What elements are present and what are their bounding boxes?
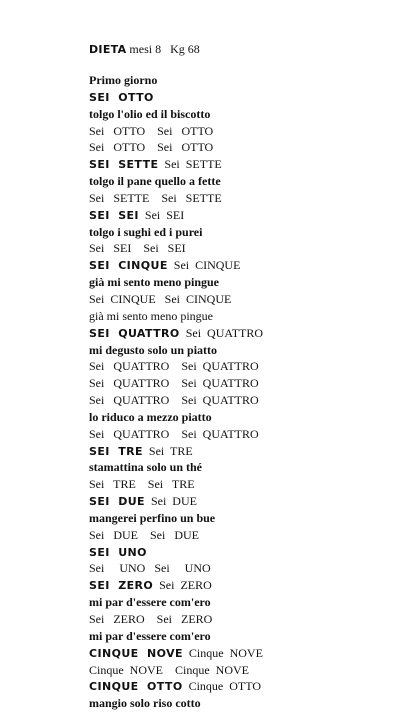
lyric-line [89,443,389,460]
lyric-line [89,72,389,89]
lyric-line [89,695,389,712]
line-verse: tolgo il pane quello a fette [89,174,221,189]
line-echo: Cinque NOVE [188,645,263,660]
line-verse: mi par d'essere com'ero [89,595,211,610]
line-refrain: già mi sento meno pingue [89,308,213,323]
line-verse: tolgo l'olio ed il biscotto [89,106,211,121]
lyric-line [89,89,389,106]
lyric-line [89,190,389,207]
page-header [89,42,200,57]
lyric-line [89,392,389,409]
line-refrain: Sei SEI Sei SEI [89,241,186,256]
lyric-line [89,139,389,156]
line-refrain: Sei QUATTRO Sei QUATTRO [89,426,259,441]
line-heading: CINQUE NOVE [89,646,183,660]
line-echo: Sei SEI [144,207,185,222]
line-refrain: Sei TRE Sei TRE [89,477,195,492]
lyric-line [89,409,389,426]
lyric-line [89,291,389,308]
lyric-line [89,207,389,224]
line-heading: SEI TRE [89,444,143,458]
lyric-line [89,123,389,140]
line-heading: SEI QUATTRO [89,326,180,340]
lyric-line [89,510,389,527]
line-refrain: Sei ZERO Sei ZERO [89,612,213,626]
line-heading: SEI SETTE [89,158,159,172]
lyric-line [89,240,389,257]
line-echo: Cinque OTTO [188,679,262,694]
line-heading: SEI SEI [89,208,139,222]
lyric-line [89,257,389,274]
line-verse: mangerei perfino un bue [89,510,216,525]
line-refrain: Cinque NOVE Cinque NOVE [89,662,249,677]
lyric-line [89,577,389,594]
line-verse: mi par d'essere com'ero [89,628,211,643]
header-title: DIETA [89,43,127,56]
lyric-line [89,662,389,679]
line-refrain: Sei QUATTRO Sei QUATTRO [89,359,259,374]
header-info: mesi 8 Kg 68 [129,42,200,56]
line-verse: mangio solo riso cotto [89,696,201,711]
lyric-line [89,459,389,476]
line-verse: Primo giorno [89,73,158,87]
line-echo: Sei SETTE [164,157,222,172]
line-verse: stamattina solo un thé [89,460,203,475]
line-refrain: Sei DUE Sei DUE [89,527,199,542]
line-refrain: Sei OTTO Sei OTTO [89,123,214,138]
lyric-line [89,527,389,544]
line-verse: lo riduco a mezzo piatto [89,409,212,424]
line-verse: tolgo i sughi ed i purei [89,224,203,239]
lyric-line [89,173,389,190]
lyric-line [89,544,389,561]
lyric-line [89,308,389,325]
lyric-line [89,645,389,662]
lyric-line [89,375,389,392]
line-refrain: Sei QUATTRO Sei QUATTRO [89,376,259,391]
line-heading: SEI CINQUE [89,259,168,273]
line-echo: Sei TRE [148,443,193,458]
lyric-line [89,106,389,123]
lyric-line [89,224,389,241]
lyric-line [89,476,389,493]
lyric-line [89,628,389,645]
lyric-line [89,611,389,628]
line-heading: SEI ZERO [89,579,154,593]
line-refrain: Sei CINQUE Sei CINQUE [89,291,232,306]
lyric-line [89,274,389,291]
line-refrain: Sei UNO Sei UNO [89,561,211,576]
lyric-line [89,156,389,173]
line-heading: SEI UNO [89,545,147,559]
line-echo: Sei CINQUE [173,258,241,273]
lyric-line [89,594,389,611]
lyric-line [89,342,389,359]
lyric-line [89,325,389,342]
line-refrain: Sei SETTE Sei SETTE [89,190,222,205]
lyric-line [89,426,389,443]
line-heading: SEI OTTO [89,90,154,104]
lyric-line [89,358,389,375]
lyric-line [89,678,389,695]
lyric-line [89,493,389,510]
line-echo: Sei DUE [150,494,197,509]
lyrics-body [89,72,389,712]
line-verse: già mi sento meno pingue [89,275,220,290]
line-verse: mi degusto solo un piatto [89,342,218,357]
line-heading: CINQUE OTTO [89,680,183,694]
line-refrain: Sei QUATTRO Sei QUATTRO [89,393,259,408]
line-echo: Sei ZERO [159,578,212,593]
line-echo: Sei QUATTRO [185,325,264,340]
lyric-line [89,560,389,577]
line-refrain: Sei OTTO Sei OTTO [89,140,214,155]
line-heading: SEI DUE [89,495,145,509]
